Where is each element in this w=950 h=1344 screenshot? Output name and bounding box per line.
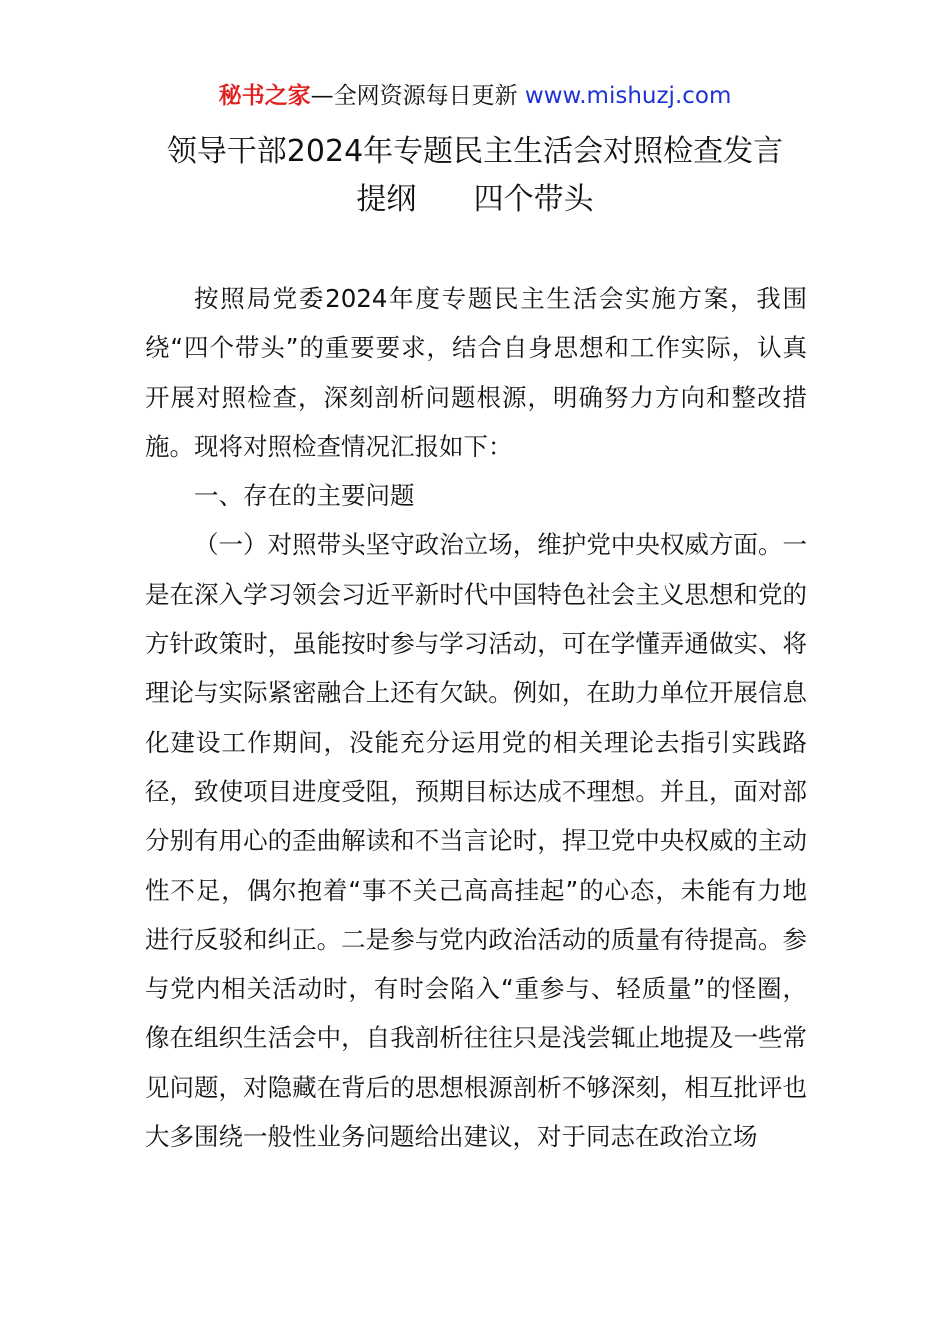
document-body bbox=[145, 274, 807, 1161]
site-url-link[interactable]: www.mishuzj.com bbox=[524, 83, 732, 109]
site-header bbox=[0, 80, 950, 112]
intro-paragraph: 按照局党委2024年度专题民主生活会实施方案，我围绕“四个带头”的重要要求，结合自身思想和工作实际，认真开展对照检查，深刻剖析问题根源，明确努力方向和整改措施。现将对照检查情况汇报如下： bbox=[145, 284, 807, 461]
section-heading: 一、存在的主要问题 bbox=[194, 481, 415, 511]
document-title-line-1: 领导干部2024年专题民主生活会对照检查发言 bbox=[166, 134, 784, 169]
body-paragraph: （一）对照带头坚守政治立场，维护党中央权威方面。一是在深入学习领会习近平新时代中国特色社会主义思想和党的方针政策时，虽能按时参与学习活动，可在学懂弄通做实、将理论与实际紧密融合上还有欠缺。例如，在助力单位开展信息化建设工作期间，没能充分运用党的相关理论去指引实践路径，致使项目进度受阻，预期目标达成不理想。并且，面对部分别有用心的歪曲解读和不当言论时，捍卫党中央权威的主动性不足，偶尔抱着“事不关己高高挂起”的心态，未能有力地进行反驳和纠正。二是参与党内政治活动的质量有待提高。参与党内相关活动时，有时会陷入“重参与、轻质量”的怪圈，像在组织生活会中，自我剖析往往只是浅尝辄止地提及一些常见问题，对隐藏在背后的思想根源剖析不够深刻，相互批评也大多围绕一般性业务问题给出建议，对于同志在政治立场 bbox=[145, 530, 807, 1152]
document-title-line-2: 提纲 四个带头 bbox=[356, 182, 594, 217]
site-tagline: —全网资源每日更新 bbox=[310, 83, 518, 109]
site-name: 秘书之家 bbox=[218, 83, 311, 109]
document-title bbox=[60, 128, 890, 224]
